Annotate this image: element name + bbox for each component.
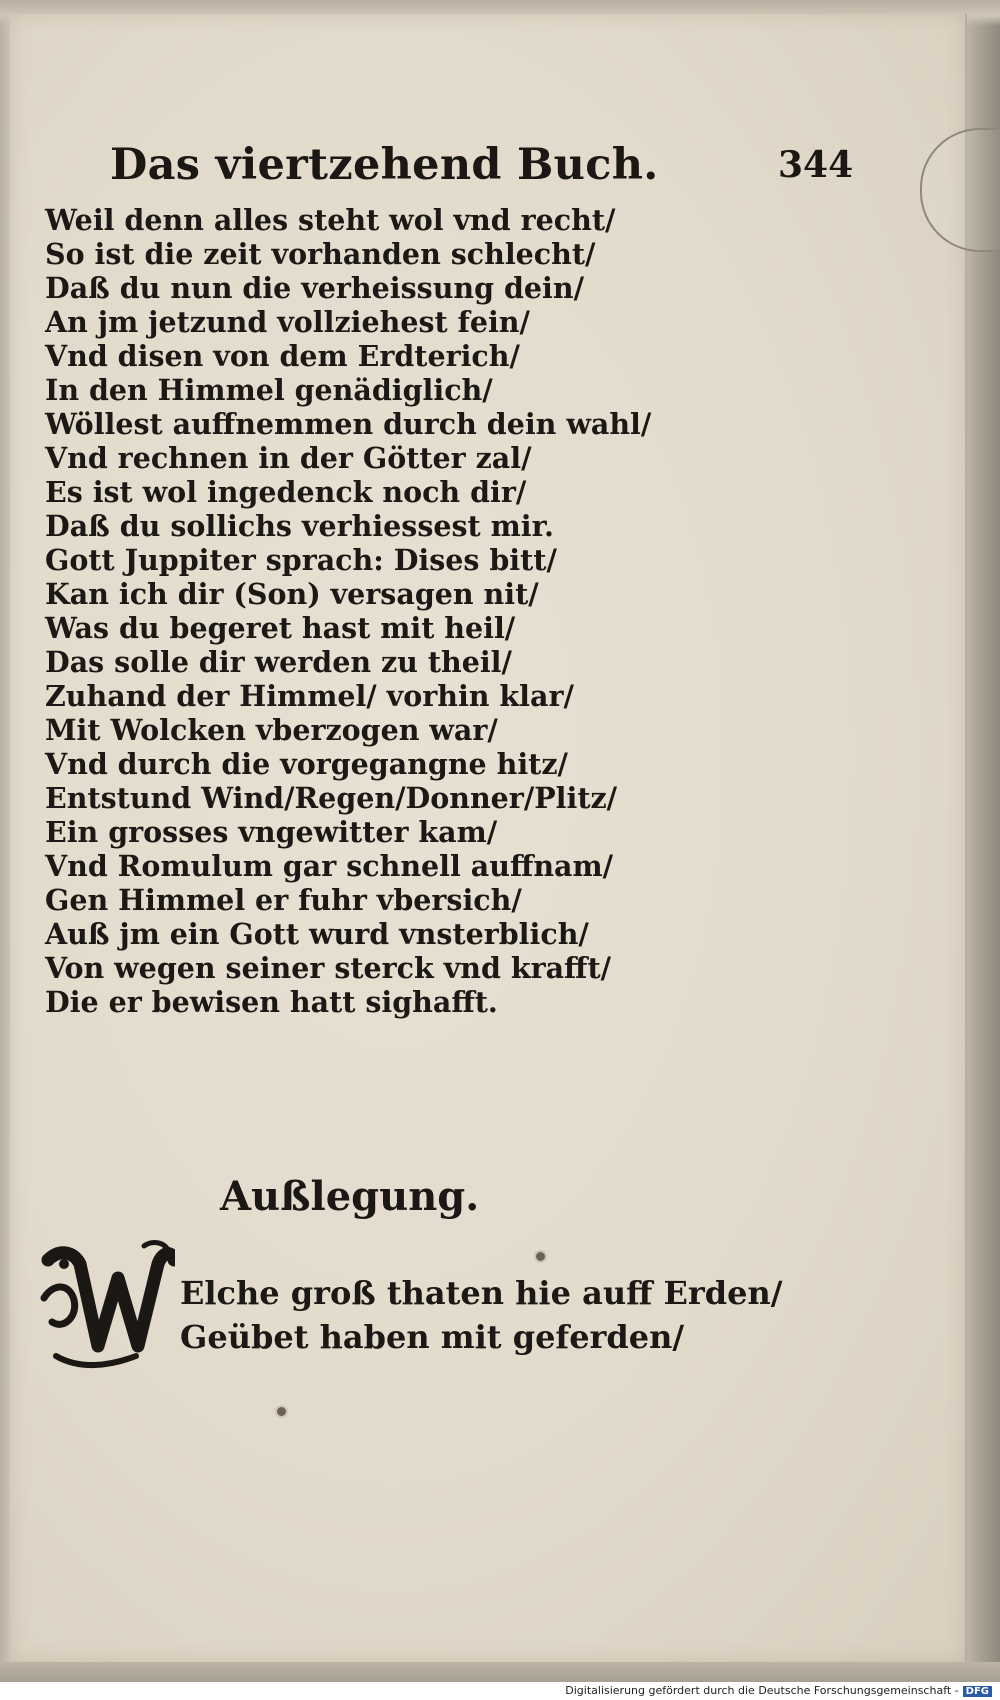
verse-line: Vnd rechnen in der Götter zal/ <box>45 441 532 475</box>
drop-cap-w-ornament <box>40 1238 175 1373</box>
verse-line: Vnd disen von dem Erdterich/ <box>45 339 520 373</box>
verse-line: Die er bewisen hatt sighafft. <box>45 985 498 1019</box>
verse-line: Es ist wol ingedenck noch dir/ <box>45 475 527 509</box>
paragraph-line: Geübet haben mit geferden/ <box>180 1318 685 1356</box>
verse-line: Gott Juppiter sprach: Dises bitt/ <box>45 543 557 577</box>
verse-line: Auß jm ein Gott wurd vnsterblich/ <box>45 917 589 951</box>
verse-block <box>45 203 765 1019</box>
ink-spot <box>534 1250 547 1263</box>
page-number: 344 <box>778 144 854 186</box>
verse-line: Daß du nun die verheissung dein/ <box>45 271 585 305</box>
verse-line: Mit Wolcken vberzogen war/ <box>45 713 498 747</box>
verse-line: In den Himmel genädiglich/ <box>45 373 493 407</box>
verse-line: Gen Himmel er fuhr vbersich/ <box>45 883 522 917</box>
verse-line: Daß du sollichs verhiessest mir. <box>45 509 554 543</box>
page-header <box>110 140 870 200</box>
ink-spot <box>275 1405 288 1418</box>
dfg-logo: DFG <box>963 1686 992 1697</box>
verse-line: Weil denn alles steht wol vnd recht/ <box>45 203 616 237</box>
credit-text: Digitalisierung gefördert durch die Deutsche Forschungsgemeinschaft - <box>565 1684 959 1697</box>
verse-line: Von wegen seiner sterck vnd krafft/ <box>45 951 612 985</box>
verse-line: Vnd Romulum gar schnell auffnam/ <box>45 849 614 883</box>
verse-line: Zuhand der Himmel/ vorhin klar/ <box>45 679 574 713</box>
verse-line: Entstund Wind/Regen/Donner/Plitz/ <box>45 781 618 815</box>
verse-line: Wöllest auffnemmen durch dein wahl/ <box>45 407 652 441</box>
verse-line: Vnd durch die vorgegangne hitz/ <box>45 747 568 781</box>
verse-line: Das solle dir werden zu theil/ <box>45 645 512 679</box>
running-head: Das viertzehend Buch. <box>110 140 659 190</box>
digitization-credit <box>565 1684 992 1697</box>
section-heading: Außlegung. <box>220 1173 480 1220</box>
verse-line: Ein grosses vngewitter kam/ <box>45 815 498 849</box>
verse-line: An jm jetzund vollziehest fein/ <box>45 305 530 339</box>
verse-line: Kan ich dir (Son) versagen nit/ <box>45 577 539 611</box>
interpretation-paragraph <box>40 1238 800 1378</box>
page-bottom-edge <box>0 1662 1000 1682</box>
verse-line: So ist die zeit vorhanden schlecht/ <box>45 237 596 271</box>
verse-line: Was du begeret hast mit heil/ <box>45 611 516 645</box>
paragraph-line: Elche groß thaten hie auff Erden/ <box>180 1274 783 1312</box>
